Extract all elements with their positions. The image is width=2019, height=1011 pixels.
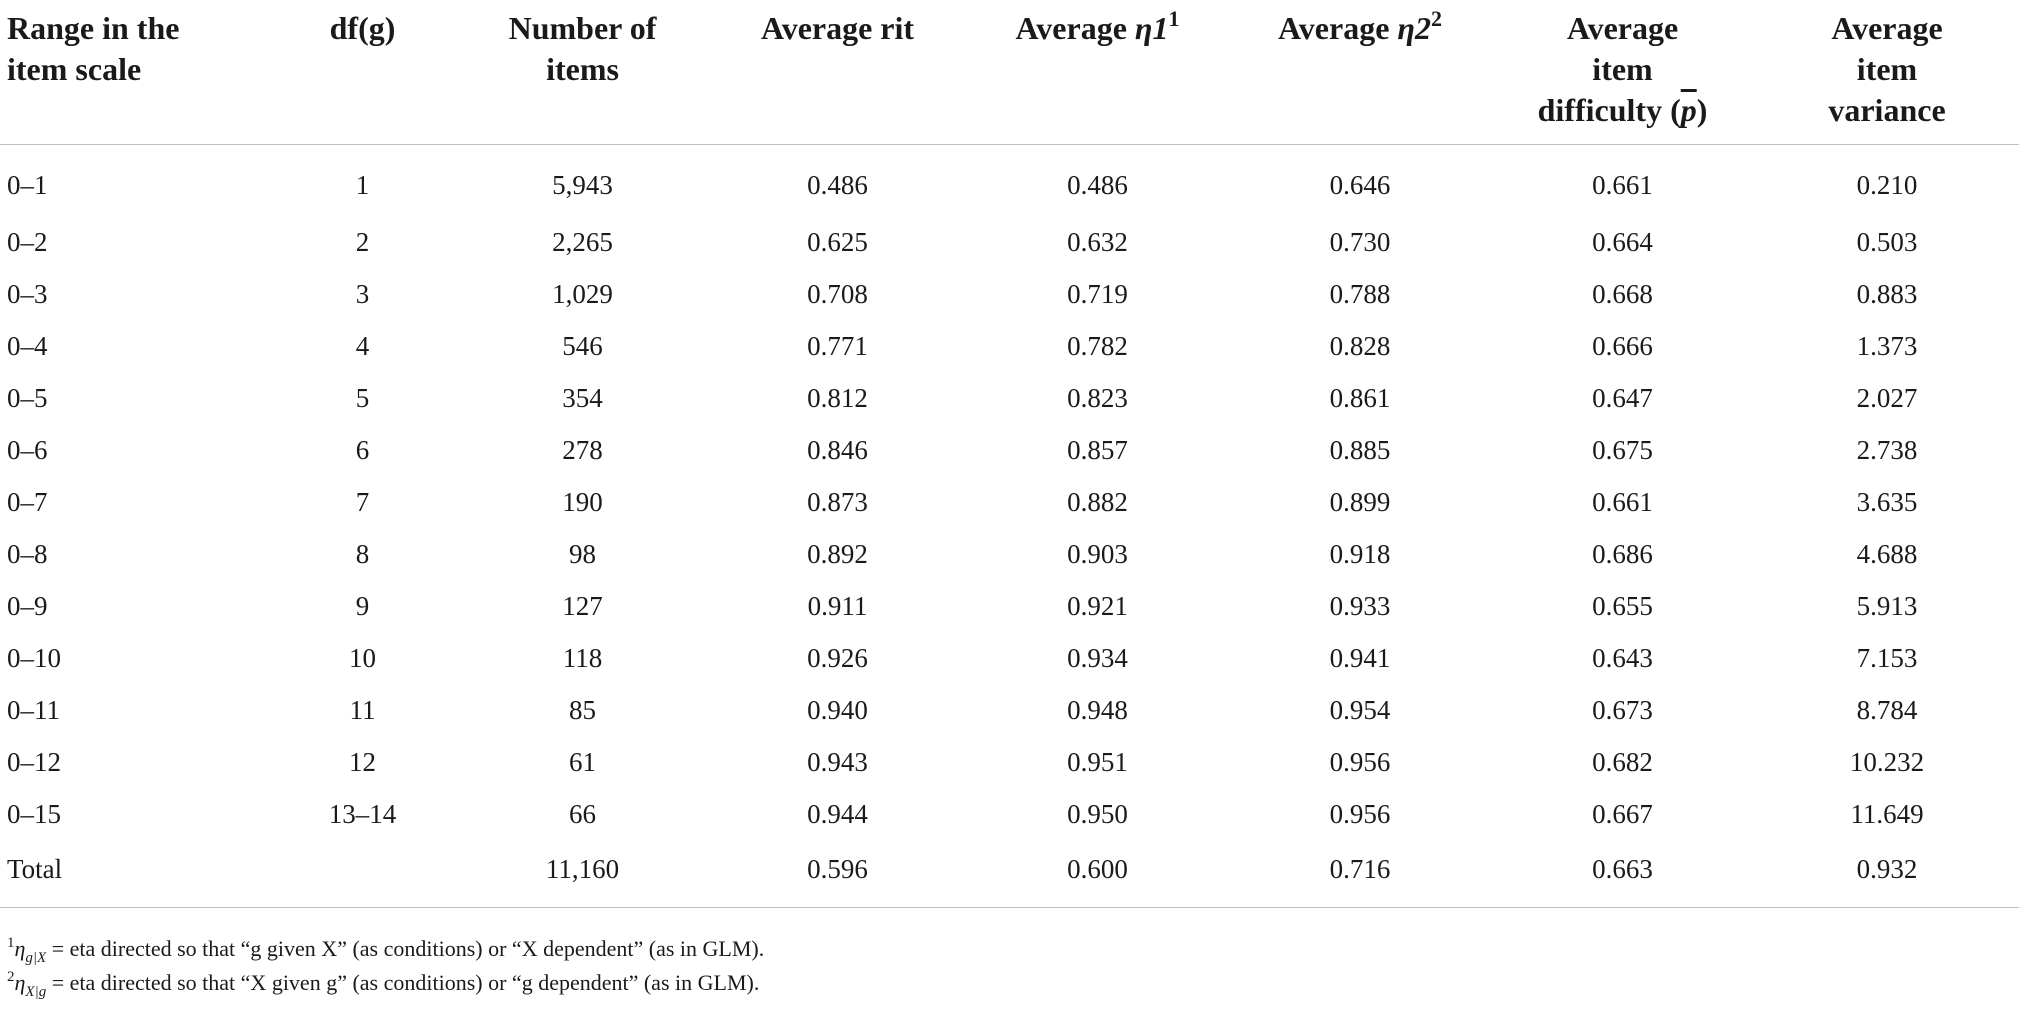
- cell-average-item-difficulty: 0.666: [1592, 331, 1653, 361]
- cell-average-eta1: 0.486: [1067, 170, 1128, 200]
- header-number-of-items: Number of items: [455, 0, 710, 144]
- cell-average-item-variance: 1.373: [1856, 331, 1918, 361]
- cell-df: 8: [355, 539, 370, 569]
- cell-average-rit: 0.944: [807, 799, 868, 829]
- cell-average-item-difficulty: 0.675: [1592, 435, 1653, 465]
- cell-df: 11: [349, 695, 376, 725]
- cell-average-eta2: 0.730: [1329, 227, 1391, 257]
- cell-number-of-items: 85: [569, 695, 596, 725]
- cell-number-of-items: 127: [562, 591, 603, 621]
- cell-average-item-difficulty: 0.667: [1592, 799, 1653, 829]
- table-row: [0, 217, 2019, 269]
- header-average-rit: Average rit: [710, 0, 965, 144]
- cell-average-eta2: 0.899: [1329, 487, 1391, 517]
- header-average-eta1: Average η1$^1$: [965, 0, 1230, 144]
- cell-average-eta1: 0.903: [1067, 539, 1128, 569]
- cell-average-eta1: 0.948: [1067, 695, 1128, 725]
- cell-average-rit: 0.625: [807, 227, 868, 257]
- cell-number-of-items: 354: [562, 383, 603, 413]
- cell-average-rit: 0.911: [807, 591, 868, 621]
- table-body: [0, 144, 2019, 907]
- cell-average-item-variance: 0.932: [1755, 841, 2019, 908]
- cell-average-eta1: 0.934: [1067, 643, 1128, 673]
- cell-average-rit: 0.926: [807, 643, 868, 673]
- cell-average-rit: 0.708: [807, 279, 868, 309]
- header-range: Range in the item scale: [0, 0, 270, 144]
- cell-average-item-variance: 4.688: [1856, 539, 1918, 569]
- cell-average-item-variance: 5.913: [1856, 591, 1918, 621]
- table-row: [0, 321, 2019, 373]
- table-row: [0, 685, 2019, 737]
- footnotes: [7, 932, 764, 1000]
- cell-df: 5: [355, 383, 370, 413]
- cell-number-of-items: 2,265: [552, 227, 613, 257]
- table-row: [0, 737, 2019, 789]
- cell-average-item-difficulty: 0.664: [1592, 227, 1653, 257]
- cell-df: 2: [355, 227, 370, 257]
- cell-average-rit: 0.596: [710, 841, 965, 908]
- cell-average-rit: 0.873: [807, 487, 868, 517]
- cell-average-item-variance: 0.883: [1856, 279, 1918, 309]
- table-row: [0, 789, 2019, 841]
- cell-range: 0–11: [7, 695, 60, 725]
- table-row: [0, 633, 2019, 685]
- cell-average-eta2: 0.828: [1329, 331, 1391, 361]
- cell-average-item-difficulty: 0.668: [1592, 279, 1653, 309]
- cell-average-item-difficulty: 0.663: [1490, 841, 1755, 908]
- cell-average-rit: 0.846: [807, 435, 868, 465]
- cell-average-item-difficulty: 0.682: [1592, 747, 1653, 777]
- cell-number-of-items: 190: [562, 487, 603, 517]
- cell-range: 0–8: [7, 539, 48, 569]
- cell-average-item-variance: 7.153: [1856, 643, 1918, 673]
- cell-average-eta1: 0.782: [1067, 331, 1128, 361]
- cell-range: 0–12: [7, 747, 61, 777]
- cell-range: 0–7: [7, 487, 48, 517]
- cell-df: 1: [355, 170, 370, 200]
- cell-df: 13–14: [328, 799, 397, 829]
- cell-average-eta2: 0.956: [1329, 799, 1391, 829]
- cell-number-of-items: 546: [562, 331, 603, 361]
- cell-range: Total: [0, 841, 270, 908]
- cell-average-eta2: 0.918: [1329, 539, 1391, 569]
- cell-average-rit: 0.940: [807, 695, 868, 725]
- cell-average-rit: 0.892: [807, 539, 868, 569]
- cell-average-item-difficulty: 0.661: [1592, 170, 1653, 200]
- cell-average-item-difficulty: 0.643: [1592, 643, 1653, 673]
- cell-average-eta2: 0.646: [1329, 170, 1391, 200]
- cell-range: 0–6: [7, 435, 48, 465]
- cell-range: 0–4: [7, 331, 48, 361]
- cell-df: 9: [355, 591, 370, 621]
- cell-range: 0–9: [7, 591, 48, 621]
- cell-average-item-variance: 3.635: [1856, 487, 1918, 517]
- footnote-1: $^1\eta_{g|X}$ = eta directed so that “g given X” (as conditions) or “X dependent” (as in GLM).: [7, 935, 765, 966]
- header-average-item-variance: Average item variance: [1755, 0, 2019, 144]
- cell-average-eta1: 0.950: [1067, 799, 1128, 829]
- cell-average-eta2: 0.954: [1329, 695, 1391, 725]
- table-header: [0, 0, 2019, 144]
- cell-df: [270, 841, 455, 908]
- cell-average-rit: 0.771: [807, 331, 868, 361]
- cell-average-rit: 0.486: [807, 170, 868, 200]
- cell-average-rit: 0.812: [807, 383, 868, 413]
- cell-range: 0–15: [7, 799, 61, 829]
- cell-number-of-items: 66: [569, 799, 596, 829]
- cell-range: 0–2: [7, 227, 48, 257]
- cell-average-eta1: 0.632: [1067, 227, 1128, 257]
- cell-average-eta1: 0.857: [1067, 435, 1128, 465]
- cell-average-eta2: 0.861: [1329, 383, 1391, 413]
- cell-average-eta1: 0.719: [1067, 279, 1128, 309]
- cell-df: 4: [355, 331, 370, 361]
- cell-number-of-items: 61: [569, 747, 596, 777]
- cell-average-item-variance: 8.784: [1856, 695, 1918, 725]
- cell-range: 0–3: [7, 279, 48, 309]
- table-row: [0, 581, 2019, 633]
- table-row: [0, 425, 2019, 477]
- cell-number-of-items: 278: [562, 435, 603, 465]
- cell-average-eta1: 0.921: [1067, 591, 1128, 621]
- table-row: [0, 269, 2019, 321]
- cell-average-eta2: 0.716: [1230, 841, 1490, 908]
- cell-average-eta2: 0.941: [1329, 643, 1391, 673]
- cell-number-of-items: 5,943: [552, 170, 613, 200]
- cell-average-eta1: 0.600: [965, 841, 1230, 908]
- cell-range: 0–1: [7, 170, 48, 200]
- cell-df: 7: [355, 487, 370, 517]
- cell-average-eta1: 0.823: [1067, 383, 1128, 413]
- cell-average-item-variance: 2.027: [1856, 383, 1918, 413]
- cell-average-item-difficulty: 0.661: [1592, 487, 1653, 517]
- table-row: [0, 529, 2019, 581]
- cell-average-item-difficulty: 0.647: [1592, 383, 1653, 413]
- header-average-eta2: Average η2$^2$: [1230, 0, 1490, 144]
- cell-average-item-variance: 0.503: [1856, 227, 1918, 257]
- cell-average-item-variance: 2.738: [1856, 435, 1918, 465]
- header-average-item-difficulty: Average item difficulty $(\overline{p})$: [1490, 0, 1755, 144]
- cell-average-item-variance: 10.232: [1849, 747, 1925, 777]
- cell-average-eta1: 0.951: [1067, 747, 1128, 777]
- cell-average-item-variance: 0.210: [1856, 170, 1918, 200]
- cell-average-eta1: 0.882: [1067, 487, 1128, 517]
- cell-df: 10: [349, 643, 376, 673]
- cell-average-eta2: 0.885: [1329, 435, 1391, 465]
- cell-df: 12: [349, 747, 376, 777]
- cell-average-item-difficulty: 0.686: [1592, 539, 1653, 569]
- cell-average-eta2: 0.933: [1329, 591, 1391, 621]
- footnote-ref-1: 1: [1168, 6, 1180, 31]
- cell-df: 3: [355, 279, 370, 309]
- cell-average-eta2: 0.788: [1329, 279, 1391, 309]
- cell-range: 0–10: [7, 643, 61, 673]
- cell-average-item-difficulty: 0.673: [1592, 695, 1653, 725]
- cell-average-item-variance: 11.649: [1850, 799, 1924, 829]
- cell-number-of-items: 98: [569, 539, 596, 569]
- cell-number-of-items: 11,160: [455, 841, 710, 908]
- cell-number-of-items: 118: [562, 643, 603, 673]
- table-row: [0, 144, 2019, 217]
- cell-average-rit: 0.943: [807, 747, 868, 777]
- cell-number-of-items: 1,029: [552, 279, 613, 309]
- cell-df: 6: [355, 435, 370, 465]
- cell-range: 0–5: [7, 383, 48, 413]
- table-row: [0, 477, 2019, 529]
- header-df: df(g): [270, 0, 455, 144]
- footnote-ref-2: 2: [1430, 6, 1442, 31]
- footnote-2: $^2\eta_{X|g}$ = eta directed so that “X given g” (as conditions) or “g dependent” (as in GLM).: [7, 969, 760, 1000]
- total-row: [0, 841, 2019, 908]
- table-row: [0, 373, 2019, 425]
- cell-average-eta2: 0.956: [1329, 747, 1391, 777]
- cell-average-item-difficulty: 0.655: [1592, 591, 1653, 621]
